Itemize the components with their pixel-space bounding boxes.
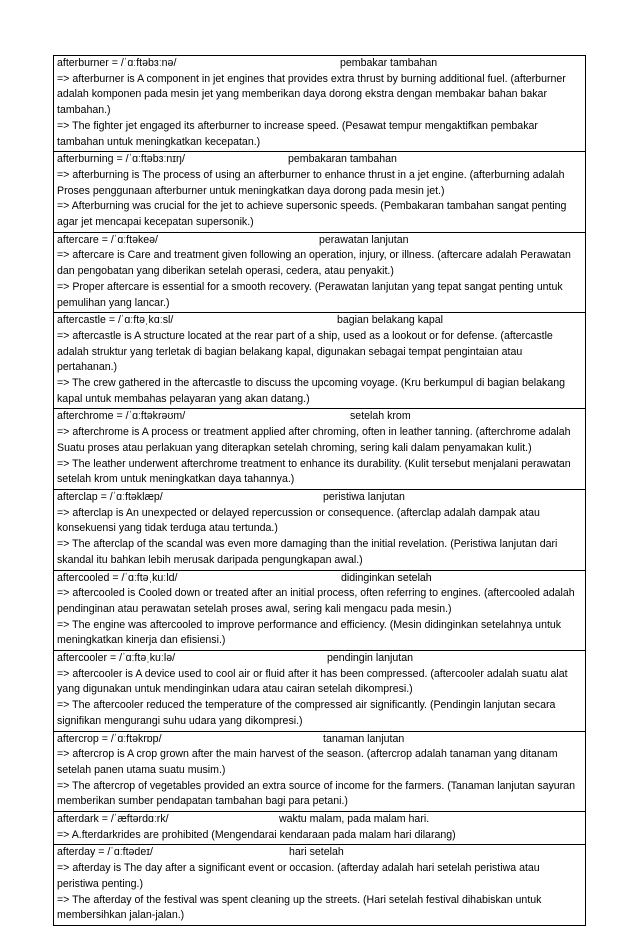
translation: setelah krom [350,410,411,423]
entry-header [57,845,582,861]
translation: perawatan lanjutan [319,233,409,246]
dictionary-document [53,56,586,926]
example-text: => The engine was aftercooled to improve performance and efficiency. (Mesin didinginkan setelahnya untuk meningkatkan kinerja dan efisiensi.) [57,618,562,647]
example-text: => Afterburning was crucial for the jet to achieve supersonic speeds. (Pembakaran tambahan sangat penting agar jet mencapai kecepatan supersonik.) [57,200,567,229]
entry-header [57,571,582,587]
entry-header [57,409,582,425]
dictionary-entry [53,312,586,409]
example-text: => Proper aftercare is essential for a smooth recovery. (Perawatan lanjutan yang tepat sangat penting untuk pemulihan yang lancar.) [57,280,563,309]
entry-header [57,313,582,329]
example-text: => The afterclap of the scandal was even more damaging than the initial revelation. (Peristiwa lanjutan dari skandal itu bahkan lebih merusak daripada pengungkapan awal.) [57,538,558,566]
headword: afterchrome = /ˈɑːftəkrəʊm/ [57,410,186,423]
definition-text: => aftercrop is A crop grown after the main harvest of the season. (aftercrop adalah tanaman yang ditanam setelah panen utama suatu musim.) [57,748,558,776]
entry-header [57,812,582,828]
entry-header [57,233,582,249]
definition-text: => aftercooler is A device used to cool air or fluid after it has been compressed. (aftercooler adalah suatu alat yang digunakan untuk mendinginkan udara atau cairan setelah dikompresi.) [57,667,568,696]
example-text: => The crew gathered in the aftercastle to discuss the upcoming voyage. (Kru berkumpul di bagian belakang kapal untuk membahas pelayaran yang akan datang.) [57,377,566,405]
example-text: => The aftercooler reduced the temperature of the compressed air significantly. (Pendingin lanjutan secara signifikan mengurangi suhu udara yang dikompresi.) [57,699,556,727]
dictionary-entry [53,650,586,732]
entry-header [57,56,582,72]
translation: pembakaran tambahan [288,153,397,166]
example-text: => A.fterdarkrides are prohibited (Mengendarai kendaraan pada malam hari dilarang) [57,828,456,841]
entry-header [57,732,582,748]
definition-text: => afterchrome is A process or treatment applied after chroming, often in leather tanning. (afterchrome adalah Suatu proses atau perlakuan yang diterapkan setelah chroming, sering kali dalam penyamakan kulit.) [57,426,571,454]
dictionary-entry [53,232,586,314]
definition-text: => afterburning is The process of using an afterburner to enhance thrust in a jet engine. (afterburning adalah Proses penggunaan afterburner untuk meningkatkan daya dorong pada mesin jet.) [57,168,565,197]
definition-text: => aftercastle is A structure located at the rear part of a ship, used as a lookout or for defense. (aftercastle adalah struktur yang terletak di bagian belakang kapal, digunakan sebagai tempat pengintaian atau pertahanan.) [57,329,553,374]
example-text: => The aftercrop of vegetables provided an extra source of income for the farmers. (Tanaman lanjutan sayuran memberikan sumber pendapatan tambahan bagi para petani.) [57,779,576,808]
translation: peristiwa lanjutan [323,490,405,503]
translation: pendingin lanjutan [327,652,414,665]
translation: pembakar tambahan [340,57,438,69]
headword: aftercastle = /ˈɑːftəˌkɑːsl/ [57,314,174,327]
dictionary-entry [53,151,586,233]
definition-text: => afterclap is An unexpected or delayed repercussion or consequence. (afterclap adalah dampak atau konsekuensi yang tidak terduga atau tertunda.) [57,506,540,535]
translation: didinginkan setelah [341,571,432,584]
dictionary-entry [53,408,586,490]
headword: afterdark = /ˈæftərdɑːrk/ [57,813,169,826]
translation: waktu malam, pada malam hari. [279,813,430,826]
translation: tanaman lanjutan [323,732,405,745]
example-text: => The fighter jet engaged its afterburner to increase speed. (Pesawat tempur mengaktifkan pembakar tambahan untuk meningkatkan kecepatan.) [57,119,538,148]
definition-text: => aftercare is Care and treatment given following an operation, injury, or illness. (aftercare adalah Perawatan dan pengobatan yang diberikan setelah operasi, cedera, atau penyakit.) [57,249,571,278]
example-text: => The leather underwent afterchrome treatment to enhance its durability. (Kulit tersebut menjalani perawatan setelah krom untuk meningkatkan daya tahannya.) [57,457,571,486]
headword: aftercare = /ˈɑːftəkeə/ [57,233,158,246]
headword: afterday = /ˈɑːftədeɪ/ [57,846,153,859]
dictionary-entry [53,55,586,152]
definition-text: => afterday is The day after a significant event or occasion. (afterday adalah hari setelah peristiwa atau peristiwa penting.) [57,862,540,890]
dictionary-entry [53,489,586,571]
headword: aftercooled = /ˈɑːftəˌkuːld/ [57,571,178,584]
headword: afterburning = /ˈɑːftəbɜːnɪŋ/ [57,153,185,166]
dictionary-entry [53,570,586,652]
headword: aftercooler = /ˈɑːftəˌkuːlə/ [57,652,176,665]
definition-text: => afterburner is A component in jet engines that provides extra thrust by burning additional fuel. (afterburner adalah komponen pada mesin jet yang memberikan daya dorong ekstra dengan membakar bahan bakar tambahan.) [57,72,566,117]
entry-header [57,651,582,667]
entry-header [57,490,582,506]
dictionary-entry [53,844,586,926]
translation: bagian belakang kapal [337,314,444,327]
headword: afterburner = /ˈɑːftəbɜːnə/ [57,57,177,69]
headword: afterclap = /ˈɑːftəklæp/ [57,490,163,503]
dictionary-entry [53,811,586,845]
dictionary-entry [53,731,586,813]
translation: hari setelah [289,846,344,859]
definition-text: => aftercooled is Cooled down or treated after an initial process, often referring to engines. (aftercooled adalah pendinginan atau perawatan setelah proses awal, sering kali mengacu pada mesin.) [57,587,575,615]
entry-header [57,152,582,168]
headword: aftercrop = /ˈɑːftəkrɒp/ [57,732,162,745]
example-text: => The afterday of the festival was spent cleaning up the streets. (Hari setelah festival dihabiskan untuk membersihkan jalan-jalan.) [57,893,542,922]
